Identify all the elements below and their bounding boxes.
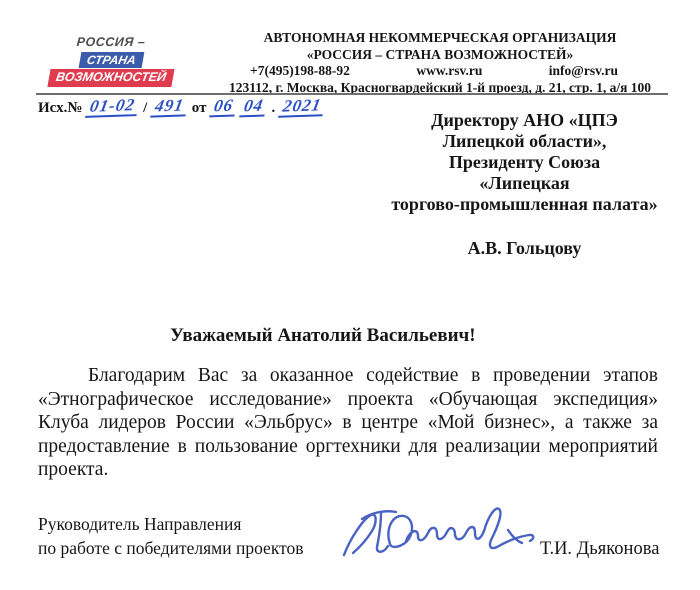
logo-line-strana-wrap — [44, 52, 178, 68]
logo-line-vozmozhnostey: ВОЗМОЖНОСТЕЙ — [47, 69, 174, 87]
ref-date-month: 04 — [240, 97, 269, 118]
ref-separator: / — [143, 100, 148, 116]
signer-title — [38, 513, 304, 560]
org-phone: +7(495)198-88-92 — [250, 63, 350, 78]
outgoing-ref-line — [38, 97, 324, 117]
signer-name: Т.И. Дьяконова — [540, 539, 660, 559]
ref-date-day: 06 — [210, 97, 239, 118]
ref-date-label: от — [191, 100, 207, 116]
org-header — [222, 30, 658, 96]
letter-body-paragraph: Благодарим Вас за оказанное содействие в проведении этапов «Этнографическое исследование» проекта «Обучающая экспедиция» Клуба лидеров России «Эльбрус» в центре «Мой бизнес», а также за предоставление в пользование оргтехники для реализации мероприятий проекта. — [38, 365, 658, 480]
org-email: info@rsv.ru — [548, 63, 618, 78]
logo-line-strana: СТРАНА — [78, 52, 144, 68]
ref-date-sep: . — [271, 100, 276, 116]
org-contacts-row — [222, 63, 658, 80]
recipient-name: А.В. Гольцову — [467, 238, 582, 258]
salutation: Уважаемый Анатолий Васильевич! — [170, 325, 476, 346]
recipient-line: торгово-промышленная палата» — [391, 194, 658, 214]
rsv-logo — [44, 36, 178, 86]
handwritten-signature-icon — [336, 497, 546, 567]
org-address: 123112, г. Москва, Красногвардейский 1-й проезд, д. 21, стр. 1, а/я 100 — [228, 79, 652, 95]
org-name-line2: «РОССИЯ – СТРАНА ВОЗМОЖНОСТЕЙ» — [306, 46, 574, 62]
ref-date-year: 2021 — [278, 96, 326, 118]
org-name-line1: АВТОНОМНАЯ НЕКОММЕРЧЕСКАЯ ОРГАНИЗАЦИЯ — [263, 30, 617, 45]
recipient-line: Президенту Союза — [448, 152, 601, 172]
org-website: www.rsv.ru — [416, 63, 483, 78]
recipient-line: «Липецкая — [479, 173, 570, 193]
ref-number-part2: 491 — [150, 96, 188, 117]
signer-title-line2: по работе с победителями проектов — [38, 537, 304, 558]
logo-line-rossiya: РОССИЯ – — [76, 35, 146, 49]
ref-number-part1: 01-02 — [86, 96, 141, 118]
recipient-line: Липецкой области», — [442, 131, 607, 151]
signer-title-line1: Руководитель Направления — [38, 514, 242, 534]
logo-line-vozmozhnostey-wrap — [44, 69, 178, 87]
recipient-block — [352, 110, 697, 259]
ref-label: Исх.№ — [38, 100, 83, 116]
recipient-line: Директору АНО «ЦПЭ — [431, 110, 618, 130]
